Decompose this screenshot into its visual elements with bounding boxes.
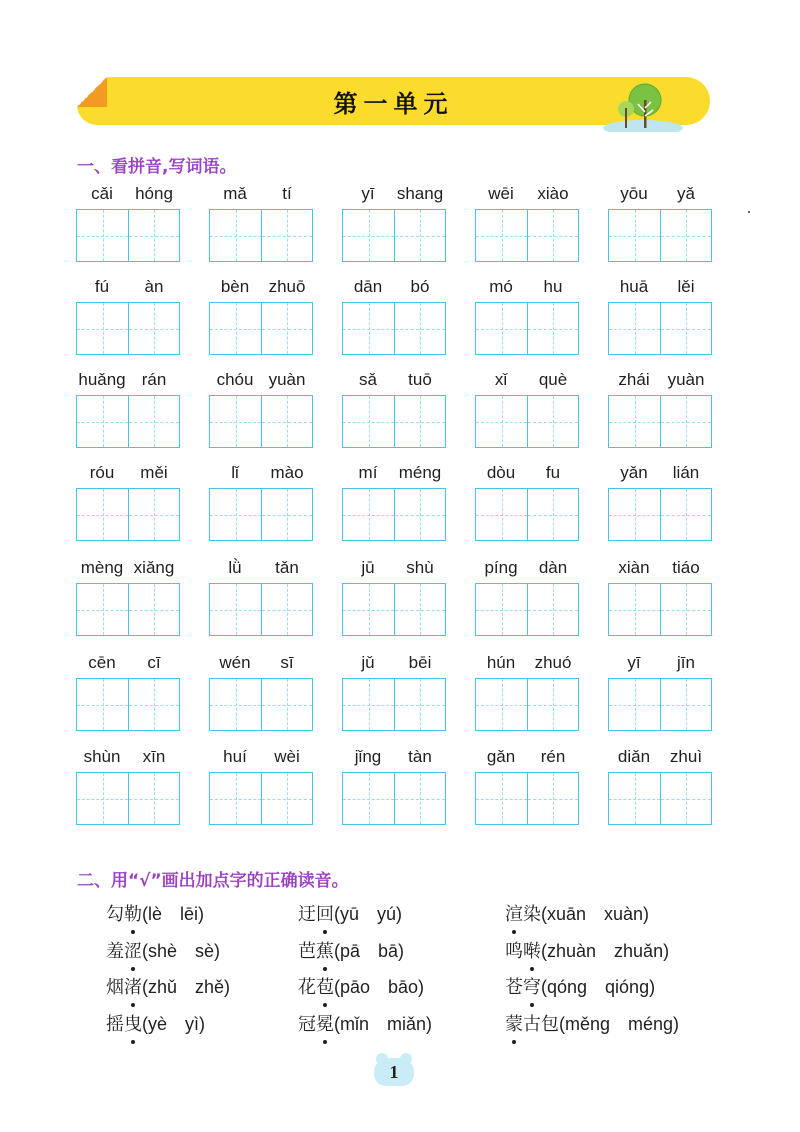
writing-box[interactable]: [609, 489, 660, 540]
word-char: 冠: [298, 1014, 316, 1035]
pinyin-syllable: róu: [89, 463, 115, 482]
writing-box[interactable]: [261, 584, 312, 635]
writing-box[interactable]: [128, 679, 179, 730]
pinyin-syllable: jū: [361, 558, 375, 577]
writing-box-pair: [342, 488, 446, 541]
pinyin-word-item: [475, 277, 579, 347]
banner-corner-decoration: [77, 77, 107, 107]
pinyin-syllable: shù: [406, 558, 434, 577]
writing-box[interactable]: [210, 679, 261, 730]
pinyin-syllable: jīn: [677, 653, 695, 672]
writing-box[interactable]: [343, 396, 394, 447]
writing-box[interactable]: [210, 489, 261, 540]
pinyin-word-item: [209, 653, 313, 723]
writing-box[interactable]: [77, 303, 128, 354]
section-1-title: 一、看拼音,写词语。: [77, 157, 237, 177]
pinyin-syllable: jǔ: [361, 653, 375, 672]
writing-box[interactable]: [77, 679, 128, 730]
pinyin-word-item: [475, 558, 579, 628]
pinyin-syllable: dàn: [538, 558, 568, 577]
pinyin-syllable: fu: [545, 463, 561, 482]
writing-box-pair: [342, 772, 446, 825]
pinyin-word-item: [209, 558, 313, 628]
reading-options[interactable]: (shè sè): [142, 941, 221, 961]
writing-box-pair: [342, 395, 446, 448]
pinyin-syllable: hún: [486, 653, 516, 672]
dotted-char: 涩: [124, 937, 142, 963]
pronunciation-item: [505, 973, 655, 999]
pinyin-syllable: huí: [223, 747, 247, 766]
pinyin-syllable: dòu: [486, 463, 516, 482]
writing-box-pair: [342, 583, 446, 636]
writing-box[interactable]: [394, 489, 445, 540]
writing-box-pair: [475, 209, 579, 262]
pinyin-syllable: gǎn: [486, 747, 516, 766]
writing-box[interactable]: [527, 584, 578, 635]
writing-box[interactable]: [476, 679, 527, 730]
pinyin-syllable: mào: [270, 463, 304, 482]
pinyin-syllable: xǐ: [494, 370, 508, 389]
writing-box-pair: [209, 772, 313, 825]
writing-box-pair: [209, 395, 313, 448]
word-char: 苍: [505, 977, 523, 998]
pinyin-syllable: tí: [282, 184, 292, 203]
pinyin-word-item: [209, 370, 313, 440]
writing-box[interactable]: [343, 210, 394, 261]
pinyin-syllable: yī: [361, 184, 375, 203]
reading-options[interactable]: (yè yì): [142, 1014, 205, 1034]
writing-box[interactable]: [660, 584, 711, 635]
writing-box-pair: [608, 395, 712, 448]
word-char: 芭: [298, 941, 316, 962]
writing-box-pair: [608, 678, 712, 731]
pinyin-syllable: méng: [398, 463, 442, 482]
pinyin-syllable: xiàn: [618, 558, 650, 577]
writing-box[interactable]: [77, 396, 128, 447]
writing-box[interactable]: [343, 773, 394, 824]
pronunciation-item: [505, 1010, 679, 1036]
pronunciation-item: [106, 937, 220, 963]
dotted-char: 曳: [124, 1010, 142, 1036]
pinyin-syllable: mó: [489, 277, 513, 296]
writing-box[interactable]: [394, 773, 445, 824]
pinyin-word-item: [342, 463, 446, 533]
writing-box-pair: [475, 488, 579, 541]
writing-box[interactable]: [527, 210, 578, 261]
writing-box-pair: [342, 209, 446, 262]
pinyin-word-item: [608, 747, 712, 817]
pinyin-syllable: shang: [396, 184, 444, 203]
writing-box[interactable]: [527, 396, 578, 447]
pinyin-syllable: hóng: [135, 184, 173, 203]
reading-options[interactable]: (zhuàn zhuǎn): [541, 941, 670, 961]
pinyin-syllable: zhuì: [669, 747, 703, 766]
reading-options[interactable]: (lè lēi): [142, 904, 205, 924]
pinyin-syllable: jǐng: [354, 747, 382, 766]
writing-box[interactable]: [343, 584, 394, 635]
writing-box[interactable]: [476, 489, 527, 540]
pinyin-syllable: wèi: [274, 747, 300, 766]
pronunciation-item: [298, 900, 402, 926]
pinyin-syllable: huǎng: [78, 370, 126, 389]
pinyin-syllable: mèng: [80, 558, 124, 577]
pinyin-word-item: [342, 558, 446, 628]
word-char: 古包: [523, 1014, 559, 1035]
pinyin-syllable: què: [538, 370, 568, 389]
writing-box[interactable]: [527, 303, 578, 354]
stray-mark: [748, 211, 750, 213]
writing-box-pair: [76, 772, 180, 825]
pinyin-syllable: yǎ: [677, 184, 695, 203]
pinyin-syllable: shùn: [83, 747, 121, 766]
pinyin-word-item: [475, 184, 579, 254]
pinyin-syllable: mǎ: [223, 184, 247, 203]
writing-box-pair: [475, 772, 579, 825]
writing-box[interactable]: [261, 679, 312, 730]
writing-box-pair: [209, 488, 313, 541]
reading-options[interactable]: (pāo bāo): [334, 977, 425, 997]
page-number: 1: [389, 1061, 399, 1082]
pinyin-syllable: zhuó: [534, 653, 572, 672]
writing-box[interactable]: [394, 584, 445, 635]
pinyin-syllable: lǐ: [231, 463, 239, 482]
reading-options[interactable]: (pā bā): [334, 941, 405, 961]
writing-box-pair: [342, 302, 446, 355]
pinyin-word-item: [76, 184, 180, 254]
writing-box-pair: [608, 583, 712, 636]
writing-box[interactable]: [476, 210, 527, 261]
dotted-char: 回: [316, 900, 334, 926]
writing-box[interactable]: [261, 303, 312, 354]
writing-box-pair: [608, 302, 712, 355]
writing-box[interactable]: [609, 773, 660, 824]
writing-box[interactable]: [394, 679, 445, 730]
trees-icon: [583, 82, 683, 132]
pinyin-word-item: [475, 370, 579, 440]
pinyin-syllable: měi: [140, 463, 168, 482]
word-char: 鸣: [505, 941, 523, 962]
pinyin-syllable: wén: [219, 653, 251, 672]
writing-box[interactable]: [77, 210, 128, 261]
pinyin-word-item: [76, 370, 180, 440]
pronunciation-item: [505, 937, 669, 963]
pinyin-syllable: rán: [141, 370, 167, 389]
writing-box-pair: [475, 583, 579, 636]
pinyin-syllable: mí: [358, 463, 378, 482]
pinyin-syllable: cǎi: [91, 184, 113, 203]
pinyin-word-item: [608, 558, 712, 628]
writing-box[interactable]: [261, 396, 312, 447]
pronunciation-item: [298, 1010, 432, 1036]
pronunciation-item: [298, 937, 404, 963]
writing-box[interactable]: [343, 679, 394, 730]
word-char: 花: [298, 977, 316, 998]
pinyin-word-item: [342, 277, 446, 347]
writing-box[interactable]: [77, 584, 128, 635]
writing-box[interactable]: [210, 584, 261, 635]
pinyin-word-item: [608, 653, 712, 723]
pronunciation-item: [106, 973, 230, 999]
pinyin-word-item: [608, 463, 712, 533]
pinyin-word-item: [209, 747, 313, 817]
pinyin-word-item: [76, 747, 180, 817]
writing-box[interactable]: [128, 210, 179, 261]
pinyin-word-item: [475, 463, 579, 533]
writing-box-pair: [209, 302, 313, 355]
writing-box[interactable]: [660, 489, 711, 540]
dotted-char: 渲: [505, 900, 523, 926]
writing-box[interactable]: [660, 210, 711, 261]
word-char: 迂: [298, 904, 316, 925]
pinyin-syllable: lěi: [677, 277, 695, 296]
pinyin-word-item: [209, 463, 313, 533]
writing-box[interactable]: [609, 303, 660, 354]
pinyin-syllable: wēi: [488, 184, 514, 203]
writing-box-pair: [76, 209, 180, 262]
writing-box-pair: [475, 678, 579, 731]
writing-box[interactable]: [128, 489, 179, 540]
writing-box[interactable]: [527, 679, 578, 730]
pinyin-word-item: [475, 653, 579, 723]
pinyin-word-item: [608, 277, 712, 347]
writing-box-pair: [608, 772, 712, 825]
writing-box[interactable]: [343, 303, 394, 354]
writing-box[interactable]: [261, 489, 312, 540]
pinyin-syllable: zhái: [618, 370, 650, 389]
pinyin-syllable: bó: [410, 277, 430, 296]
pinyin-word-item: [342, 370, 446, 440]
writing-box[interactable]: [660, 396, 711, 447]
pronunciation-item: [505, 900, 649, 926]
writing-box[interactable]: [128, 396, 179, 447]
writing-box[interactable]: [210, 210, 261, 261]
reading-options[interactable]: (měng méng): [559, 1014, 680, 1034]
writing-box-pair: [76, 678, 180, 731]
word-char: 羞: [106, 941, 124, 962]
pinyin-word-item: [475, 747, 579, 817]
writing-box[interactable]: [527, 773, 578, 824]
pinyin-word-item: [76, 558, 180, 628]
writing-box[interactable]: [261, 773, 312, 824]
writing-box-pair: [76, 583, 180, 636]
pinyin-word-item: [608, 184, 712, 254]
writing-box-pair: [209, 583, 313, 636]
dotted-char: 渚: [124, 973, 142, 999]
dotted-char: 苞: [316, 973, 334, 999]
page-number-badge: [374, 1058, 414, 1086]
pinyin-syllable: rén: [540, 747, 566, 766]
pinyin-syllable: lián: [672, 463, 700, 482]
dotted-char: 啭: [523, 937, 541, 963]
word-char: 染: [523, 904, 541, 925]
pinyin-syllable: cī: [147, 653, 161, 672]
pinyin-syllable: àn: [144, 277, 164, 296]
pinyin-syllable: cēn: [88, 653, 116, 672]
dotted-char: 勒: [124, 900, 142, 926]
writing-box[interactable]: [343, 489, 394, 540]
writing-box-pair: [76, 302, 180, 355]
pinyin-syllable: huā: [619, 277, 649, 296]
writing-box[interactable]: [476, 773, 527, 824]
writing-box[interactable]: [210, 396, 261, 447]
writing-box[interactable]: [394, 396, 445, 447]
pinyin-syllable: yī: [627, 653, 641, 672]
writing-box[interactable]: [394, 303, 445, 354]
writing-box[interactable]: [128, 303, 179, 354]
writing-box[interactable]: [527, 489, 578, 540]
writing-box[interactable]: [476, 584, 527, 635]
pronunciation-item: [298, 973, 424, 999]
writing-box[interactable]: [77, 489, 128, 540]
pinyin-syllable: xiǎng: [133, 558, 175, 577]
writing-box[interactable]: [660, 679, 711, 730]
pinyin-syllable: píng: [484, 558, 518, 577]
pinyin-syllable: sī: [280, 653, 294, 672]
pinyin-syllable: tuō: [408, 370, 432, 389]
writing-box[interactable]: [609, 584, 660, 635]
writing-box-pair: [209, 678, 313, 731]
writing-box[interactable]: [476, 396, 527, 447]
pinyin-word-item: [76, 277, 180, 347]
pinyin-word-item: [342, 653, 446, 723]
pinyin-word-item: [76, 463, 180, 533]
writing-box[interactable]: [394, 210, 445, 261]
dotted-char: 冕: [316, 1010, 334, 1036]
pinyin-syllable: yuàn: [268, 370, 306, 389]
dotted-char: 蒙: [505, 1010, 523, 1036]
writing-box-pair: [608, 488, 712, 541]
word-char: 烟: [106, 977, 124, 998]
pinyin-syllable: dān: [353, 277, 383, 296]
writing-box-pair: [76, 488, 180, 541]
reading-options[interactable]: (qóng qióng): [541, 977, 656, 997]
pinyin-word-item: [209, 277, 313, 347]
writing-box-pair: [475, 395, 579, 448]
section-2-title: 二、用“√”画出加点字的正确读音。: [77, 871, 349, 891]
writing-box-pair: [608, 209, 712, 262]
reading-options[interactable]: (zhǔ zhě): [142, 977, 231, 997]
pinyin-syllable: lǜ: [228, 558, 242, 577]
writing-box[interactable]: [128, 773, 179, 824]
pinyin-word-item: [209, 184, 313, 254]
writing-box[interactable]: [476, 303, 527, 354]
dotted-char: 蕉: [316, 937, 334, 963]
writing-box[interactable]: [660, 303, 711, 354]
pinyin-syllable: tàn: [408, 747, 432, 766]
writing-box[interactable]: [77, 773, 128, 824]
reading-options[interactable]: (yū yú): [334, 904, 403, 924]
word-char: 勾: [106, 904, 124, 925]
pinyin-syllable: tiáo: [672, 558, 700, 577]
writing-box-pair: [475, 302, 579, 355]
pinyin-syllable: xīn: [142, 747, 166, 766]
pinyin-syllable: yuàn: [667, 370, 705, 389]
pinyin-syllable: hu: [543, 277, 563, 296]
pinyin-syllable: bèn: [220, 277, 250, 296]
pronunciation-item: [106, 900, 204, 926]
writing-box-pair: [76, 395, 180, 448]
writing-box[interactable]: [128, 584, 179, 635]
pinyin-word-item: [76, 653, 180, 723]
word-char: 摇: [106, 1014, 124, 1035]
writing-box[interactable]: [609, 210, 660, 261]
writing-box[interactable]: [261, 210, 312, 261]
pinyin-syllable: zhuō: [268, 277, 306, 296]
pinyin-syllable: xiào: [537, 184, 569, 203]
pinyin-syllable: yǎn: [620, 463, 648, 482]
pronunciation-item: [106, 1010, 205, 1036]
dotted-char: 穹: [523, 973, 541, 999]
writing-box[interactable]: [609, 679, 660, 730]
pinyin-syllable: bēi: [408, 653, 432, 672]
writing-box[interactable]: [210, 303, 261, 354]
reading-options[interactable]: (mǐn miǎn): [334, 1014, 433, 1034]
writing-box[interactable]: [660, 773, 711, 824]
writing-box[interactable]: [609, 396, 660, 447]
pinyin-syllable: yōu: [620, 184, 648, 203]
pinyin-syllable: fú: [94, 277, 110, 296]
pinyin-syllable: tǎn: [275, 558, 299, 577]
pinyin-word-item: [608, 370, 712, 440]
writing-box-pair: [209, 209, 313, 262]
page-title: 第一单元: [333, 89, 454, 118]
writing-box-pair: [342, 678, 446, 731]
pinyin-word-item: [342, 184, 446, 254]
pinyin-syllable: sǎ: [359, 370, 377, 389]
reading-options[interactable]: (xuān xuàn): [541, 904, 650, 924]
pinyin-syllable: chóu: [216, 370, 254, 389]
pinyin-syllable: diǎn: [617, 747, 651, 766]
pinyin-word-item: [342, 747, 446, 817]
writing-box[interactable]: [210, 773, 261, 824]
